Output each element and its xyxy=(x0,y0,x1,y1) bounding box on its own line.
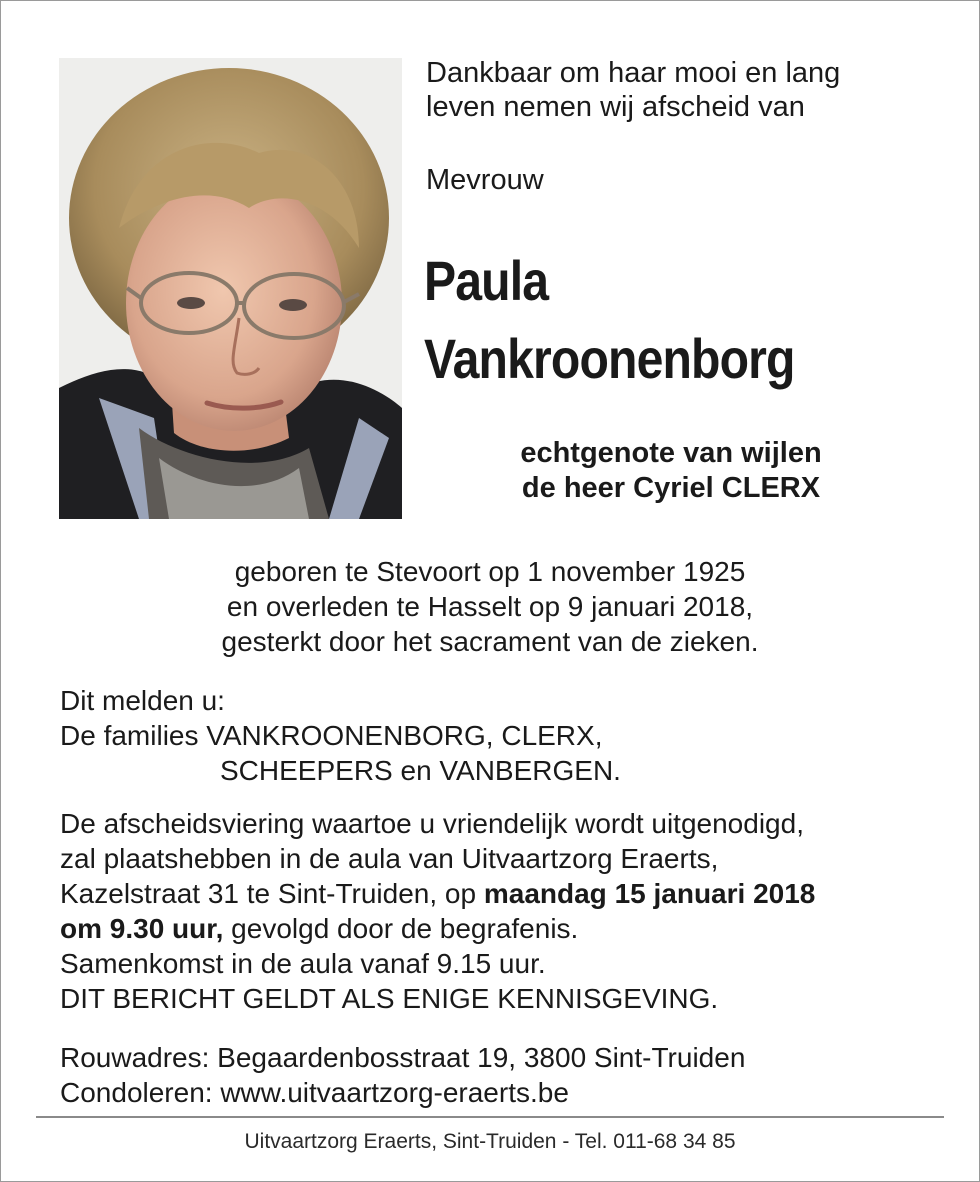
footer-divider xyxy=(36,1116,944,1118)
ceremony-burial: gevolgd door de begrafenis. xyxy=(223,913,579,944)
families-line: SCHEEPERS en VANBERGEN. xyxy=(220,755,621,786)
ceremony-line: De afscheidsviering waartoe u vriendelijk wordt uitgenodigd, xyxy=(60,808,804,839)
contact-info xyxy=(60,1040,745,1110)
birth-line: geboren te Stevoort op 1 november 1925 xyxy=(234,556,746,587)
families-line: De families VANKROONENBORG, CLERX, xyxy=(60,720,603,751)
ceremony-date: maandag 15 januari 2018 xyxy=(483,878,816,909)
portrait-photo xyxy=(59,58,402,519)
ceremony-line: Samenkomst in de aula vanaf 9.15 uur. xyxy=(60,948,546,979)
ceremony-time: om 9.30 uur, xyxy=(60,913,224,944)
spouse-line: echtgenote van wijlen xyxy=(520,437,822,469)
spouse-line: de heer Cyriel CLERX xyxy=(521,472,821,504)
sacrament-line: gesterkt door het sacrament van de zieken. xyxy=(221,626,759,657)
intro-text xyxy=(426,56,840,124)
spouse-text xyxy=(426,436,916,506)
honorific: Mevrouw xyxy=(426,164,544,196)
ceremony-details xyxy=(60,806,815,1016)
deceased-name xyxy=(424,242,795,398)
families-announcement xyxy=(60,683,621,788)
life-dates xyxy=(0,554,980,659)
first-name: Paula xyxy=(424,249,549,312)
intro-line: leven nemen wij afscheid van xyxy=(426,91,805,123)
last-name: Vankroonenborg xyxy=(424,327,795,390)
families-intro: Dit melden u: xyxy=(60,685,225,716)
mourning-address: Rouwadres: Begaardenbosstraat 19, 3800 Sint-Truiden xyxy=(60,1042,746,1073)
ceremony-line xyxy=(60,911,815,946)
funeral-home-footer: Uitvaartzorg Eraerts, Sint-Truiden - Tel. 011-68 34 85 xyxy=(244,1130,736,1153)
ceremony-location: Kazelstraat 31 te Sint-Truiden, op xyxy=(60,878,484,909)
notice-statement: DIT BERICHT GELDT ALS ENIGE KENNISGEVING. xyxy=(60,983,719,1014)
condolence-link[interactable]: Condoleren: www.uitvaartzorg-eraerts.be xyxy=(60,1077,569,1108)
ceremony-line: zal plaatshebben in de aula van Uitvaartzorg Eraerts, xyxy=(60,843,719,874)
ceremony-line xyxy=(60,876,815,911)
intro-line: Dankbaar om haar mooi en lang xyxy=(426,57,841,89)
death-line: en overleden te Hasselt op 9 januari 2018, xyxy=(226,591,754,622)
